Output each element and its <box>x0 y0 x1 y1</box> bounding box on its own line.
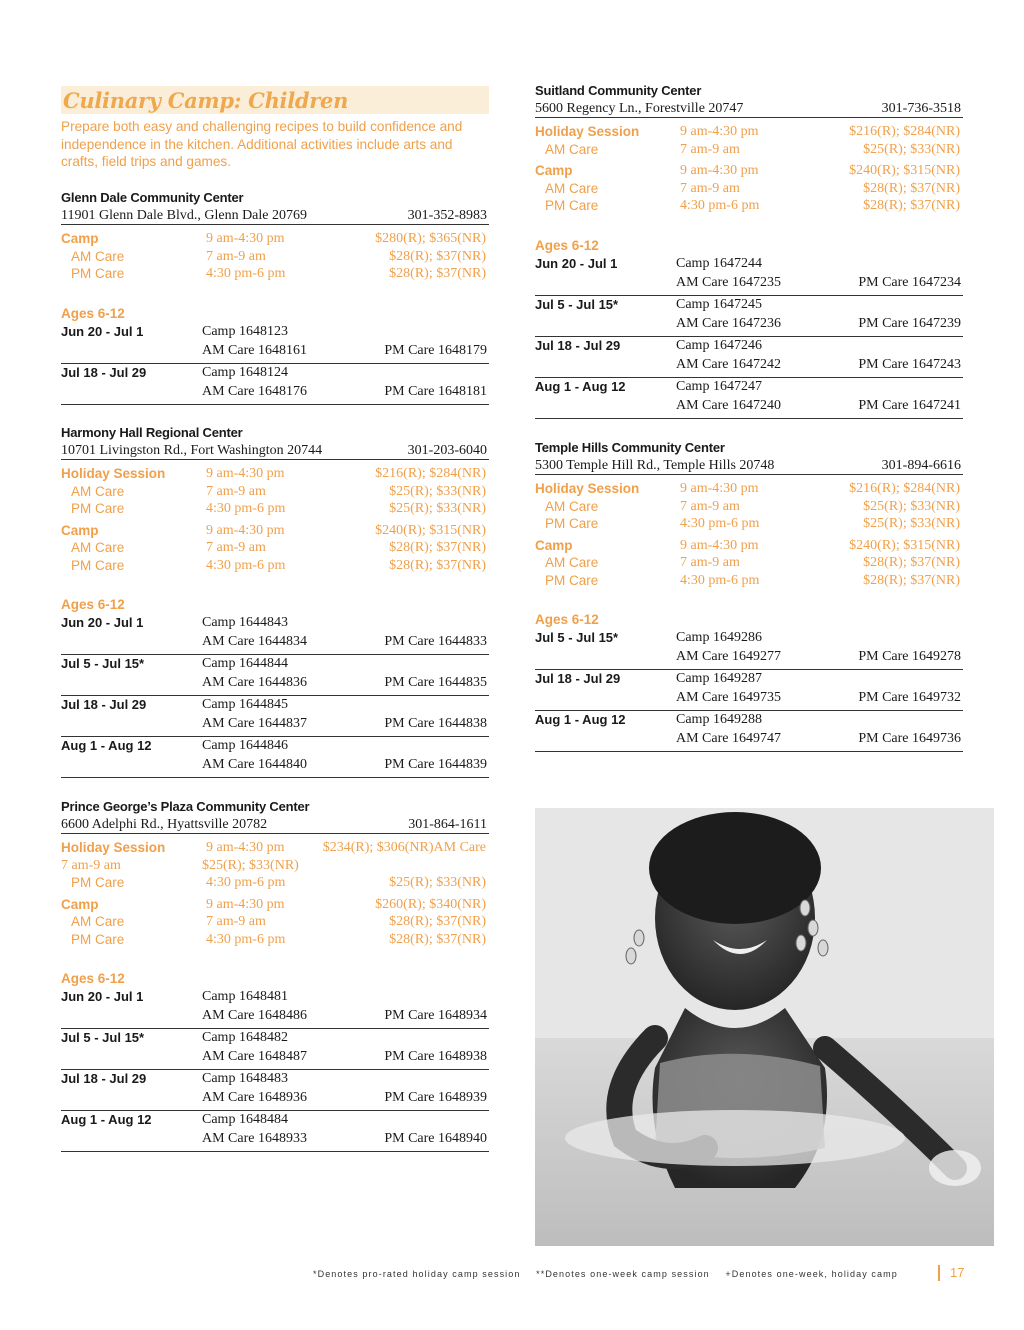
price-row <box>61 913 489 931</box>
session-dates: Jul 18 - Jul 29 <box>61 364 147 380</box>
price-label: PM Care <box>71 557 125 573</box>
center-address: 6600 Adelphi Rd., Hyattsville 20782 <box>61 817 268 832</box>
price-row <box>535 515 963 533</box>
price-value: $25(R); $33(NR) <box>863 498 960 514</box>
price-value: $25(R); $33(NR) <box>389 501 486 516</box>
center-address-line <box>61 442 489 460</box>
session-dates: Jul 5 - Jul 15* <box>535 296 619 312</box>
price-time: 9 am-4:30 pm <box>206 231 285 246</box>
session-dates: Aug 1 - Aug 12 <box>535 712 626 727</box>
session-camp-code: Camp 1644846 <box>202 738 288 753</box>
price-label: Camp <box>61 231 99 246</box>
session-am-code: AM Care 1647240 <box>676 397 781 413</box>
price-time: 7 am-9 am <box>61 857 121 873</box>
price-row <box>535 197 963 215</box>
price-time: 9 am-4:30 pm <box>206 522 285 538</box>
session-pm-code: PM Care 1648938 <box>384 1049 487 1064</box>
price-value: $280(R); $365(NR) <box>375 231 486 246</box>
center-address: 5600 Regency Ln., Forestville 20747 <box>535 101 744 116</box>
price-label: AM Care <box>71 483 125 499</box>
price-value: $25(R); $33(NR) <box>389 483 486 499</box>
price-value: $240(R); $315(NR) <box>375 522 486 538</box>
session-am-code: AM Care 1647242 <box>676 356 781 372</box>
session-pm-code: PM Care 1644835 <box>384 675 487 690</box>
session-camp-code: Camp 1644843 <box>202 615 288 630</box>
price-time: 4:30 pm-6 pm <box>206 931 286 947</box>
session-camp-code: Camp 1647246 <box>676 337 762 353</box>
price-row <box>61 522 489 540</box>
price-label: PM Care <box>545 572 599 588</box>
price-label: PM Care <box>71 266 125 281</box>
session-am-code: AM Care 1644836 <box>202 675 307 690</box>
session-camp-code: Camp 1644845 <box>202 697 288 712</box>
session-row <box>61 614 489 655</box>
price-row <box>61 931 489 949</box>
session-camp-code: Camp 1648123 <box>202 323 288 339</box>
session-camp-code: Camp 1647244 <box>676 255 762 271</box>
price-value: $28(R); $37(NR) <box>389 248 486 264</box>
center-glenn-dale <box>61 189 489 405</box>
center-phone: 301-203-6040 <box>407 443 487 458</box>
price-label: AM Care <box>545 555 599 570</box>
session-dates: Aug 1 - Aug 12 <box>61 738 152 753</box>
price-value: $216(R); $284(NR) <box>849 481 960 496</box>
price-time: 4:30 pm-6 pm <box>206 266 286 281</box>
price-value: $25(R); $33(NR) <box>389 875 486 890</box>
session-dates: Jul 18 - Jul 29 <box>61 697 147 712</box>
price-time: 4:30 pm-6 pm <box>680 516 760 531</box>
session-camp-code: Camp 1649287 <box>676 671 762 686</box>
session-dates: Jul 18 - Jul 29 <box>535 671 621 686</box>
price-row <box>61 557 489 575</box>
page-title: Culinary Camp: Children <box>63 88 349 113</box>
session-dates: Jun 20 - Jul 1 <box>61 989 144 1004</box>
price-label: AM Care <box>71 914 125 929</box>
age-range-label: Ages 6-12 <box>61 971 125 986</box>
session-pm-code: PM Care 1648934 <box>384 1008 487 1023</box>
age-range-label: Ages 6-12 <box>61 305 125 321</box>
price-label: PM Care <box>71 931 125 947</box>
session-row <box>61 1029 489 1070</box>
price-row <box>535 180 963 198</box>
price-label: Camp <box>61 522 99 538</box>
center-address: 5300 Temple Hill Rd., Temple Hills 20748 <box>535 458 775 473</box>
center-address-line <box>61 816 489 834</box>
price-value: $28(R); $37(NR) <box>389 540 486 555</box>
price-time: 4:30 pm-6 pm <box>206 501 286 516</box>
session-am-code: AM Care 1648487 <box>202 1049 307 1064</box>
age-range-label: Ages 6-12 <box>61 597 125 612</box>
price-value: $25(R); $33(NR) <box>863 141 960 157</box>
price-label: AM Care <box>545 498 599 514</box>
price-row <box>61 483 489 501</box>
price-time: 7 am-9 am <box>206 248 266 264</box>
center-name: Suitland Community Center <box>535 83 702 98</box>
session-am-code: AM Care 1647235 <box>676 274 781 290</box>
session-pm-code: PM Care 1648179 <box>384 342 487 358</box>
session-am-code: AM Care 1648486 <box>202 1008 307 1023</box>
session-row <box>61 364 489 405</box>
center-phone: 301-864-1611 <box>408 817 487 832</box>
price-row <box>535 572 963 590</box>
session-pm-code: PM Care 1644839 <box>384 757 487 772</box>
intro-text: Prepare both easy and challenging recipes to build confidence and independence in the kitchen. Additional activities include arts and crafts, field trips and games. <box>61 119 463 169</box>
session-pm-code: PM Care 1648939 <box>384 1090 487 1105</box>
session-camp-code: Camp 1647245 <box>676 296 762 312</box>
price-label: Holiday Session <box>61 466 166 481</box>
price-label: Holiday Session <box>535 124 640 139</box>
session-pm-code: PM Care 1648940 <box>384 1131 487 1146</box>
price-value: $28(R); $37(NR) <box>863 198 960 213</box>
price-label: PM Care <box>545 198 599 213</box>
price-row <box>61 896 489 914</box>
session-camp-code: Camp 1649288 <box>676 712 762 727</box>
session-am-code: AM Care 1648161 <box>202 342 307 358</box>
center-harmony-hall <box>61 424 489 778</box>
center-name: Prince George’s Plaza Community Center <box>61 799 310 814</box>
footer-note-3: +Denotes one-week, holiday camp <box>725 1269 898 1279</box>
center-name: Glenn Dale Community Center <box>61 190 244 205</box>
session-camp-code: Camp 1644844 <box>202 656 288 671</box>
session-row <box>61 1111 489 1152</box>
center-address-line <box>535 457 963 475</box>
price-row <box>61 265 489 283</box>
price-value: $28(R); $37(NR) <box>389 914 486 929</box>
page-number: 17 <box>938 1265 964 1281</box>
center-address-line <box>535 100 963 118</box>
price-time: 4:30 pm-6 pm <box>680 572 760 588</box>
price-time: 9 am-4:30 pm <box>206 466 285 481</box>
session-dates: Jul 18 - Jul 29 <box>535 337 621 353</box>
price-row <box>61 539 489 557</box>
session-pm-code: PM Care 1648181 <box>384 383 487 399</box>
session-row <box>535 711 963 752</box>
price-value: $240(R); $315(NR) <box>849 163 960 178</box>
price-label: PM Care <box>71 501 125 516</box>
session-am-code: AM Care 1648936 <box>202 1090 307 1105</box>
session-camp-code: Camp 1648483 <box>202 1071 288 1086</box>
price-time: 7 am-9 am <box>206 914 266 929</box>
photo-illustration <box>535 808 994 1246</box>
price-value: $28(R); $37(NR) <box>863 555 960 570</box>
price-row <box>535 141 963 159</box>
session-dates: Jun 20 - Jul 1 <box>535 255 618 271</box>
price-row <box>535 162 963 180</box>
price-label: Camp <box>61 896 99 912</box>
session-row <box>535 337 963 378</box>
price-row <box>535 537 963 555</box>
price-row <box>61 465 489 483</box>
center-address: 11901 Glenn Dale Blvd., Glenn Dale 20769 <box>61 208 307 223</box>
session-row <box>535 378 963 419</box>
center-phone: 301-894-6616 <box>881 458 961 473</box>
center-address-line <box>61 207 489 225</box>
session-camp-code: Camp 1648482 <box>202 1030 288 1045</box>
session-dates: Jul 5 - Jul 15* <box>61 1030 145 1045</box>
session-pm-code: PM Care 1644833 <box>384 634 487 649</box>
price-label: PM Care <box>545 516 599 531</box>
session-pm-code: PM Care 1647243 <box>858 356 961 372</box>
session-camp-code: Camp 1648124 <box>202 364 288 380</box>
price-time: 4:30 pm-6 pm <box>206 557 286 573</box>
center-address: 10701 Livingston Rd., Fort Washington 20744 <box>61 443 323 458</box>
price-label: AM Care <box>545 180 599 196</box>
price-value: $216(R); $284(NR) <box>375 466 486 481</box>
session-row <box>61 988 489 1029</box>
session-am-code: AM Care 1649277 <box>676 649 781 664</box>
price-row <box>535 480 963 498</box>
session-am-code: AM Care 1644840 <box>202 757 307 772</box>
session-am-code: AM Care 1644834 <box>202 634 307 649</box>
price-value: $28(R); $37(NR) <box>389 557 486 573</box>
center-phone: 301-352-8983 <box>407 208 487 223</box>
price-value: $260(R); $340(NR) <box>375 896 486 912</box>
price-label: AM Care <box>71 248 125 264</box>
session-row <box>535 296 963 337</box>
price-value: $240(R); $315(NR) <box>849 537 960 553</box>
price-time: 4:30 pm-6 pm <box>206 875 286 890</box>
price-value: $28(R); $37(NR) <box>389 931 486 947</box>
price-row <box>61 230 489 248</box>
price-label: Holiday Session <box>61 840 166 855</box>
session-pm-code: PM Care 1644838 <box>384 716 487 731</box>
price-time: 9 am-4:30 pm <box>206 840 285 855</box>
center-suitland <box>535 82 963 419</box>
session-am-code: AM Care 1644837 <box>202 716 307 731</box>
session-row <box>61 655 489 696</box>
price-label: Camp <box>535 163 573 178</box>
price-label: AM Care <box>71 540 125 555</box>
price-label: Camp <box>535 537 573 553</box>
price-value: $216(R); $284(NR) <box>849 124 960 139</box>
session-pm-code: PM Care 1649732 <box>858 690 961 705</box>
session-pm-code: PM Care 1649278 <box>858 649 961 664</box>
session-row <box>61 696 489 737</box>
price-time: 9 am-4:30 pm <box>680 537 759 553</box>
price-time: 7 am-9 am <box>680 498 740 514</box>
session-dates: Jul 5 - Jul 15* <box>535 630 619 645</box>
session-am-code: AM Care 1647236 <box>676 315 781 331</box>
age-range-label: Ages 6-12 <box>535 612 599 627</box>
child-swimming-photo <box>535 808 994 1246</box>
session-row <box>61 1070 489 1111</box>
center-temple-hills <box>535 439 963 752</box>
center-name: Harmony Hall Regional Center <box>61 425 243 440</box>
session-pm-code: PM Care 1647241 <box>858 397 961 413</box>
session-am-code: AM Care 1648176 <box>202 383 307 399</box>
price-time: 7 am-9 am <box>680 141 740 157</box>
session-camp-code: Camp 1648481 <box>202 989 288 1004</box>
price-row <box>61 500 489 518</box>
session-camp-code: Camp 1647247 <box>676 378 762 394</box>
session-row <box>535 629 963 670</box>
age-range-label: Ages 6-12 <box>535 237 599 253</box>
session-row <box>61 323 489 364</box>
price-row <box>535 498 963 516</box>
price-row <box>61 874 489 892</box>
price-row <box>61 857 489 875</box>
price-time: 7 am-9 am <box>206 540 266 555</box>
session-am-code: AM Care 1648933 <box>202 1131 307 1146</box>
session-dates: Jul 5 - Jul 15* <box>61 656 145 671</box>
session-am-code: AM Care 1649735 <box>676 690 781 705</box>
session-row <box>61 737 489 778</box>
price-value: $28(R); $37(NR) <box>389 266 486 281</box>
price-value: $25(R); $33(NR) <box>863 516 960 531</box>
price-row <box>535 554 963 572</box>
session-dates: Aug 1 - Aug 12 <box>535 378 626 394</box>
price-time: 4:30 pm-6 pm <box>680 198 760 213</box>
session-dates: Jul 18 - Jul 29 <box>61 1071 147 1086</box>
price-value: $28(R); $37(NR) <box>863 572 960 588</box>
price-time: 7 am-9 am <box>680 555 740 570</box>
session-am-code: AM Care 1649747 <box>676 731 781 746</box>
price-row <box>535 123 963 141</box>
session-row <box>535 670 963 711</box>
price-time: 9 am-4:30 pm <box>206 896 285 912</box>
price-label: PM Care <box>71 875 125 890</box>
price-time: 7 am-9 am <box>680 180 740 196</box>
session-dates: Jun 20 - Jul 1 <box>61 323 144 339</box>
price-time: 9 am-4:30 pm <box>680 124 759 139</box>
session-dates: Aug 1 - Aug 12 <box>61 1112 152 1127</box>
footer-note-2: **Denotes one-week camp session <box>536 1269 710 1279</box>
session-camp-code: Camp 1649286 <box>676 630 762 645</box>
session-pm-code: PM Care 1649736 <box>858 731 961 746</box>
session-row <box>535 255 963 296</box>
session-camp-code: Camp 1648484 <box>202 1112 288 1127</box>
price-value: $234(R); $306(NR)AM Care <box>322 840 486 855</box>
price-time: 9 am-4:30 pm <box>680 481 759 496</box>
price-label: AM Care <box>545 141 599 157</box>
session-dates: Jun 20 - Jul 1 <box>61 615 144 630</box>
footer-note-1: *Denotes pro-rated holiday camp session <box>313 1269 521 1279</box>
footer-notes <box>313 1269 910 1279</box>
session-pm-code: PM Care 1647234 <box>858 274 961 290</box>
price-label: Holiday Session <box>535 481 640 496</box>
price-time: 7 am-9 am <box>206 483 266 499</box>
price-value: $28(R); $37(NR) <box>863 180 960 196</box>
price-time: 9 am-4:30 pm <box>680 163 759 178</box>
price-value: $25(R); $33(NR) <box>202 857 299 873</box>
price-row <box>61 839 489 857</box>
center-phone: 301-736-3518 <box>881 101 961 116</box>
price-row <box>61 248 489 266</box>
session-pm-code: PM Care 1647239 <box>858 315 961 331</box>
center-name: Temple Hills Community Center <box>535 440 725 455</box>
center-pg-plaza <box>61 798 489 1152</box>
